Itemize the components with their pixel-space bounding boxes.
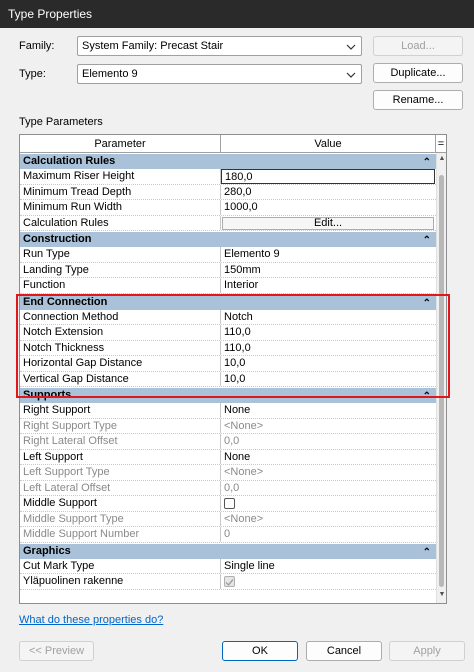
checkbox[interactable] <box>224 498 235 509</box>
rename-button[interactable]: Rename... <box>373 90 463 110</box>
parameter-name: Horizontal Gap Distance <box>20 356 221 371</box>
parameter-value[interactable]: None <box>224 404 251 416</box>
parameter-name: Middle Support Number <box>20 527 221 542</box>
group-header-end-connection[interactable] <box>20 294 436 310</box>
table-row <box>20 263 436 279</box>
parameter-value[interactable] <box>221 216 436 231</box>
parameter-name: Yläpuolinen rakenne <box>20 574 221 589</box>
table-row <box>20 372 436 388</box>
parameter-name: Right Lateral Offset <box>20 434 221 449</box>
edit-button[interactable]: Edit... <box>222 217 434 230</box>
help-link[interactable]: What do these properties do? <box>19 614 164 626</box>
title-bar <box>0 0 474 28</box>
collapse-icon[interactable]: ⌃ <box>422 297 431 309</box>
parameter-name: Run Type <box>20 247 221 262</box>
table-row <box>20 481 436 497</box>
vertical-scrollbar[interactable] <box>436 153 446 603</box>
parameter-name: Middle Support <box>20 496 221 511</box>
family-combo[interactable] <box>77 36 362 56</box>
type-value: Elemento 9 <box>82 68 138 80</box>
parameter-value[interactable] <box>221 169 436 184</box>
table-row <box>20 527 436 543</box>
table-row <box>20 200 436 216</box>
table-row <box>20 325 436 341</box>
group-header-supports[interactable] <box>20 387 436 403</box>
load-button[interactable]: Load... <box>373 36 463 56</box>
preview-button[interactable]: << Preview <box>19 641 94 661</box>
ok-button[interactable]: OK <box>222 641 298 661</box>
table-row <box>20 216 436 232</box>
table-row <box>20 403 436 419</box>
formula-column-header[interactable]: = <box>437 138 445 150</box>
parameter-name: Connection Method <box>20 310 221 325</box>
parameter-value[interactable]: Interior <box>224 279 259 291</box>
grid-rows <box>20 153 436 590</box>
collapse-icon[interactable]: ⌃ <box>422 546 431 558</box>
parameter-value[interactable]: 150mm <box>224 263 261 276</box>
parameter-name: Middle Support Type <box>20 512 221 527</box>
group-title: End Connection <box>23 295 108 308</box>
parameter-value[interactable]: 280,0 <box>224 185 252 198</box>
type-label: Type: <box>19 68 46 80</box>
window-title: Type Properties <box>8 7 93 21</box>
family-label: Family: <box>19 40 55 52</box>
scrollbar-thumb[interactable] <box>439 175 444 587</box>
parameter-value: <None> <box>224 466 264 478</box>
table-row <box>20 278 436 294</box>
cancel-button[interactable]: Cancel <box>306 641 382 661</box>
table-row <box>20 512 436 528</box>
group-title: Construction <box>23 233 92 245</box>
parameter-value[interactable]: 110,0 <box>224 341 251 354</box>
parameter-name: Left Support Type <box>20 465 221 480</box>
grid-header <box>20 135 446 153</box>
parameter-value: 0,0 <box>224 435 240 447</box>
parameter-name: Calculation Rules <box>20 216 221 231</box>
family-value: System Family: Precast Stair <box>82 40 224 52</box>
parameter-name: Function <box>20 278 221 293</box>
parameter-name: Maximum Riser Height <box>20 169 221 184</box>
parameter-value[interactable] <box>221 496 436 511</box>
table-row <box>20 434 436 450</box>
apply-button[interactable]: Apply <box>389 641 465 661</box>
type-combo[interactable] <box>77 64 362 84</box>
collapse-icon[interactable]: ⌃ <box>422 391 431 402</box>
parameter-value[interactable]: Elemento 9 <box>224 248 280 260</box>
table-row <box>20 450 436 466</box>
parameter-value[interactable]: 110,0 <box>224 326 251 338</box>
group-title: Calculation Rules <box>23 155 116 167</box>
collapse-icon[interactable]: ⌃ <box>422 235 431 246</box>
parameter-value[interactable]: Single line <box>224 559 275 572</box>
check-icon <box>225 578 234 587</box>
parameter-value[interactable]: 10,0 <box>224 372 246 385</box>
duplicate-button[interactable]: Duplicate... <box>373 63 463 83</box>
group-header-calculation-rules[interactable] <box>20 153 436 169</box>
group-header-construction[interactable] <box>20 231 436 247</box>
table-row <box>20 310 436 326</box>
parameter-name: Right Support Type <box>20 419 221 434</box>
parameter-value: <None> <box>224 419 264 432</box>
parameter-value[interactable] <box>221 574 436 589</box>
parameter-name: Minimum Tread Depth <box>20 185 221 200</box>
parameter-column-header[interactable]: Parameter <box>20 135 221 153</box>
parameter-value: 0 <box>224 528 231 540</box>
table-row <box>20 185 436 201</box>
group-title: Supports <box>23 389 72 401</box>
checked-checkbox <box>224 576 235 587</box>
parameter-name: Notch Thickness <box>20 341 221 356</box>
value-column-header[interactable]: Value <box>221 135 436 153</box>
collapse-icon[interactable]: ⌃ <box>422 157 431 168</box>
table-row <box>20 247 436 263</box>
parameter-name: Notch Extension <box>20 325 221 340</box>
group-title: Graphics <box>23 544 71 557</box>
parameter-name: Left Lateral Offset <box>20 481 221 496</box>
parameter-name: Right Support <box>20 403 221 418</box>
table-row <box>20 341 436 357</box>
dialog-footer <box>0 632 474 672</box>
parameter-name: Cut Mark Type <box>20 559 221 574</box>
parameter-value[interactable]: 1000,0 <box>224 201 258 213</box>
group-header-graphics[interactable] <box>20 543 436 559</box>
table-row <box>20 496 436 512</box>
parameter-value[interactable]: Notch <box>224 310 253 323</box>
chevron-down-icon <box>345 69 357 81</box>
parameter-name: Minimum Run Width <box>20 200 221 215</box>
parameter-name: Left Support <box>20 450 221 465</box>
scroll-down-icon[interactable]: ▼ <box>438 591 446 598</box>
value-edit-field[interactable]: 180,0 <box>221 169 435 184</box>
parameter-value[interactable]: 10,0 <box>224 357 246 369</box>
parameter-name: Landing Type <box>20 263 221 278</box>
table-row <box>20 169 436 185</box>
chevron-down-icon <box>345 41 357 53</box>
table-row <box>20 465 436 481</box>
type-parameters-label: Type Parameters <box>19 116 103 128</box>
table-row <box>20 559 436 575</box>
scroll-up-icon[interactable]: ▲ <box>438 155 446 162</box>
parameter-value: <None> <box>224 512 264 525</box>
parameter-value: 0,0 <box>224 481 240 494</box>
type-parameters-grid <box>19 134 447 604</box>
parameter-name: Vertical Gap Distance <box>20 372 221 387</box>
table-row <box>20 574 436 590</box>
table-row <box>20 356 436 372</box>
table-row <box>20 419 436 435</box>
parameter-value[interactable]: None <box>224 450 251 463</box>
